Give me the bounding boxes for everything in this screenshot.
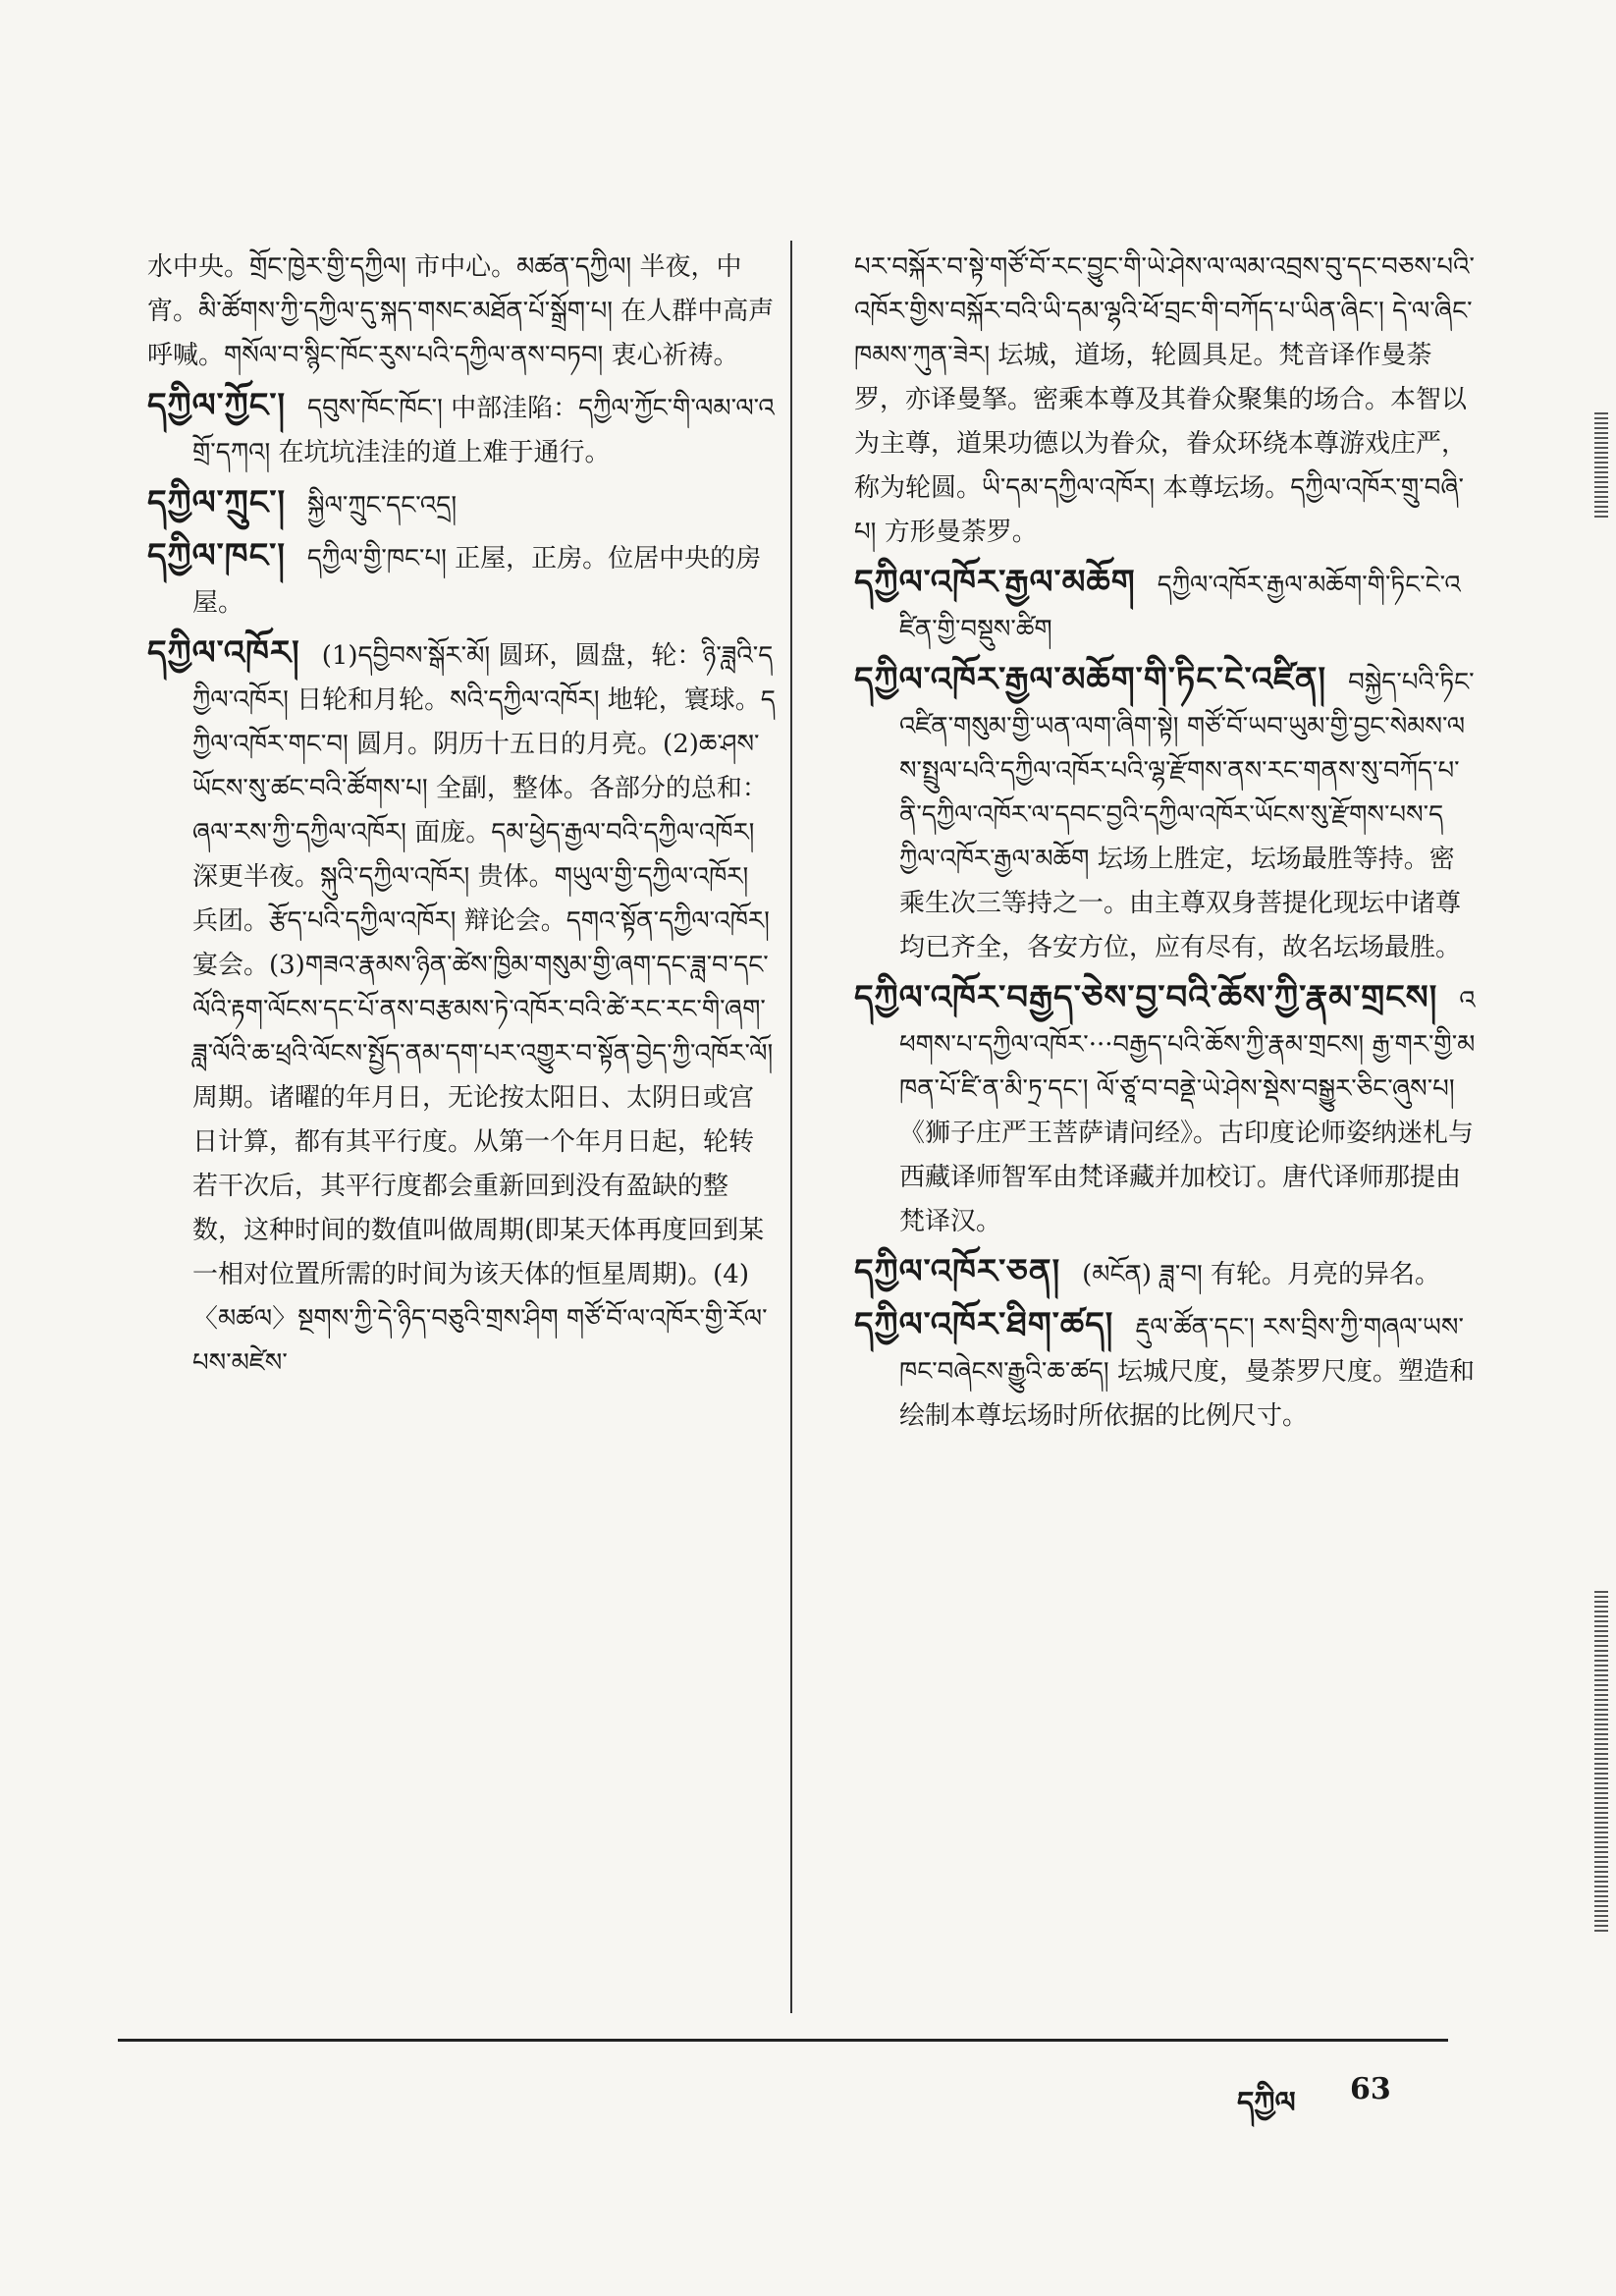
entry-headword: དཀྱིལ་འཁོར་ཐིག་ཚད། [854, 1305, 1114, 1344]
running-head: དཀྱིལ [1237, 2086, 1296, 2120]
entry-headword: དཀྱིལ་ཀྱོང་། [147, 386, 287, 425]
entry-headword: དཀྱིལ་འཁོར་རྒྱལ་མཆོག་གི་ཏིང་ངེ་འཛིན། [854, 660, 1327, 699]
bottom-rule [118, 2039, 1448, 2042]
left-column [147, 246, 776, 1392]
entry-definition: (1)དབྱིབས་སྒོར་མོ། 圆环，圆盘，轮：ཉི་ཟླའི་དཀྱིལ་འཁོར། 日轮和月轮。སའི་དཀྱིལ་འཁོར། 地轮，寰球。དཀྱིལ་འཁོར་གང་བ། 圆月。阴历十五日的月亮。(2)ཆ་ཤས་ཡོངས་སུ་ཚང་བའི་ཚོགས་པ། 全副，整体。各部分的总和：ཞལ་རས་ཀྱི་དཀྱིལ་འཁོར། 面庞。དམ་ཕྱེད་རྒྱལ་བའི་དཀྱིལ་འཁོར། 深更半夜。སྐུའི་དཀྱིལ་འཁོར། 贵体。གཡུལ་གྱི་དཀྱིལ་འཁོར། 兵团。རྩོད་པའི་དཀྱིལ་འཁོར། 辩论会。དགའ་སྟོན་དཀྱིལ་འཁོར། 宴会。(3)གཟའ་རྣམས་ཉིན་ཚེས་ཁྱིམ་གསུམ་གྱི་ཞག་དང་ཟླ་བ་དང་ལོའི་རྟག་ལོངས་དང་པོ་ནས་བརྩམས་ཏེ་འཁོར་བའི་ཚེ་རང་རང་གི་ཞག་ཟླ་ལོའི་ཆ་ཕྲའི་ལོངས་སྤྱོད་ནམ་དག་པར་འགྱུར་བ་སྟོན་བྱེད་ཀྱི་འཁོར་ལོ། 周期。诸曜的年月日，无论按太阳日、太阴日或宫日计算，都有其平行度。从第一个年月日起，轮转若干次后，其平行度都会重新回到没有盈缺的整数，这种时间的数值叫做周期(即某天体再度回到某一相对位置所需的时间为该天体的恒星周期)。(4)〈མཚལ〉སྔགས་ཀྱི་དེ་ཉིད་བཅུའི་གྲས་ཤིག གཙོ་བོ་ལ་འཁོར་གྱི་རོལ་པས་མཛེས་ [192, 641, 776, 1378]
entry-definition: དབུས་ཁོང་ཁོང་། 中部洼陷：དཀྱིལ་ཀྱོང་གི་ལམ་ལ་འགྲོ་དཀའ། 在坑坑洼洼的道上难于通行。 [192, 394, 775, 467]
dictionary-entry [854, 1250, 1478, 1297]
dictionary-entry [147, 534, 776, 626]
column-divider [790, 241, 792, 2013]
dictionary-entry [854, 658, 1478, 970]
entry-definition: དཀྱིལ་གྱི་ཁང་པ། 正屋，正房。位居中央的房屋。 [192, 544, 762, 618]
entry-headword: དཀྱིལ་འཁོར་རྒྱལ་མཆོག [854, 563, 1136, 602]
dictionary-entry [147, 631, 776, 1386]
edge-mark [1594, 1591, 1608, 1935]
dictionary-entry [854, 976, 1478, 1244]
entry-definition: བསྐྱེད་པའི་ཏིང་འཛིན་གསུམ་གྱི་ཡན་ལག་ཞིག་སྟེ། གཙོ་བོ་ཡབ་ཡུམ་གྱི་བྱང་སེམས་ལས་སྤྲུལ་པའི་དཀྱིལ་འཁོར་པའི་ལྷ་རྫོགས་ནས་རང་གནས་སུ་བཀོད་པ་ནི་དཀྱིལ་འཁོར་ལ་དབང་བྱའི་དཀྱིལ་འཁོར་ཡོངས་སུ་རྫོགས་པས་དཀྱིལ་འཁོར་རྒྱལ་མཆོག 坛场上胜定，坛场最胜等持。密乘生次三等持之一。由主尊双身菩提化现坛中诸尊均已齐全，各安方位，应有尽有，故名坛场最胜。 [899, 668, 1475, 962]
entry-headword: དཀྱིལ་ཀྲུང་། [147, 483, 287, 522]
entry-definition: དཀྱིལ་འཁོར་རྒྱལ་མཆོག་གི་ཏིང་ངེ་འཛིན་གྱི་བསྡུས་ཚིག [899, 571, 1461, 644]
edge-mark [1594, 412, 1608, 520]
dictionary-entry [147, 481, 776, 528]
entry-definition: སྐྱིལ་ཀྲུང་དང་འདྲ། [307, 491, 458, 520]
dictionary-entry [147, 246, 776, 378]
entry-definition: (མངོན) ཟླ་བ། 有轮。月亮的异名。 [1082, 1260, 1441, 1289]
entry-headword: དཀྱིལ་འཁོར་བརྒྱད་ཅེས་བྱ་བའི་ཆོས་ཀྱི་རྣམ་གྲངས། [854, 978, 1438, 1017]
entry-headword: དཀྱིལ་འཁོར་ཅན། [854, 1252, 1061, 1291]
entry-definition: རྡུལ་ཚོན་དང་། རས་བྲིས་ཀྱི་གཞལ་ཡས་ཁང་བཞེངས་རྒྱུའི་ཆ་ཚད། 坛城尺度，曼荼罗尺度。塑造和绘制本尊坛场时所依据的比例尺寸。 [899, 1313, 1475, 1431]
entry-headword: དཀྱིལ་འཁོར། [147, 633, 300, 673]
dictionary-entry [854, 1303, 1478, 1439]
dictionary-entry [854, 561, 1478, 652]
right-column [854, 246, 1478, 1445]
dictionary-entry [147, 384, 776, 475]
entry-definition: པར་བསྐོར་བ་སྟེ་གཙོ་བོ་རང་བྱུང་གི་ཡེ་ཤེས་ལ་ལམ་འབྲས་བུ་དང་བཅས་པའི་འཁོར་གྱིས་བསྐོར་བའི་ཡི་དམ་ལྷའི་ཕོ་བྲང་གི་བཀོད་པ་ཡིན་ཞིང་། དེ་ལ་ཞིང་ཁམས་ཀུན་ཟེར། 坛城，道场，轮圆具足。梵音译作曼荼罗，亦译曼拏。密乘本尊及其眷众聚集的场合。本智以为主尊，道果功德以为眷众，眷众环绕本尊游戏庄严，称为轮圆。ཡི་དམ་དཀྱིལ་འཁོར། 本尊坛场。དཀྱིལ་འཁོར་གྲུ་བཞི་པ། 方形曼荼罗。 [854, 252, 1475, 547]
entry-headword: དཀྱིལ་ཁང་། [147, 536, 286, 575]
entry-definition: 水中央。གྲོང་ཁྱེར་གྱི་དཀྱིལ། 市中心。མཚན་དཀྱིལ། 半夜，中宵。མི་ཚོགས་ཀྱི་དཀྱིལ་དུ་སྐད་གསང་མཐོན་པོ་སྒྲོག་པ། 在人群中高声呼喊。གསོལ་བ་སྙིང་ཁོང་རུས་པའི་དཀྱིལ་ནས་བཏབ། 衷心祈祷。 [147, 252, 775, 370]
page-number: 63 [1350, 2072, 1391, 2106]
dictionary-entry [854, 246, 1478, 555]
entry-definition: འཕགས་པ་དཀྱིལ་འཁོར་···བརྒྱད་པའི་ཆོས་ཀྱི་རྣམ་གྲངས། རྒྱ་གར་གྱི་མཁན་པོ་ཛི་ན་མི་ཏྲ་དང་། ལོ་ཙཱ་བ་བནྡེ་ཡེ་ཤེས་སྡེས་བསྒྱུར་ཅིང་ཞུས་པ། 《狮子庄严王菩萨请问经》。古印度论师姿纳迷札与西藏译师智军由梵译藏并加校订。唐代译师那提由梵译汉。 [899, 986, 1476, 1236]
